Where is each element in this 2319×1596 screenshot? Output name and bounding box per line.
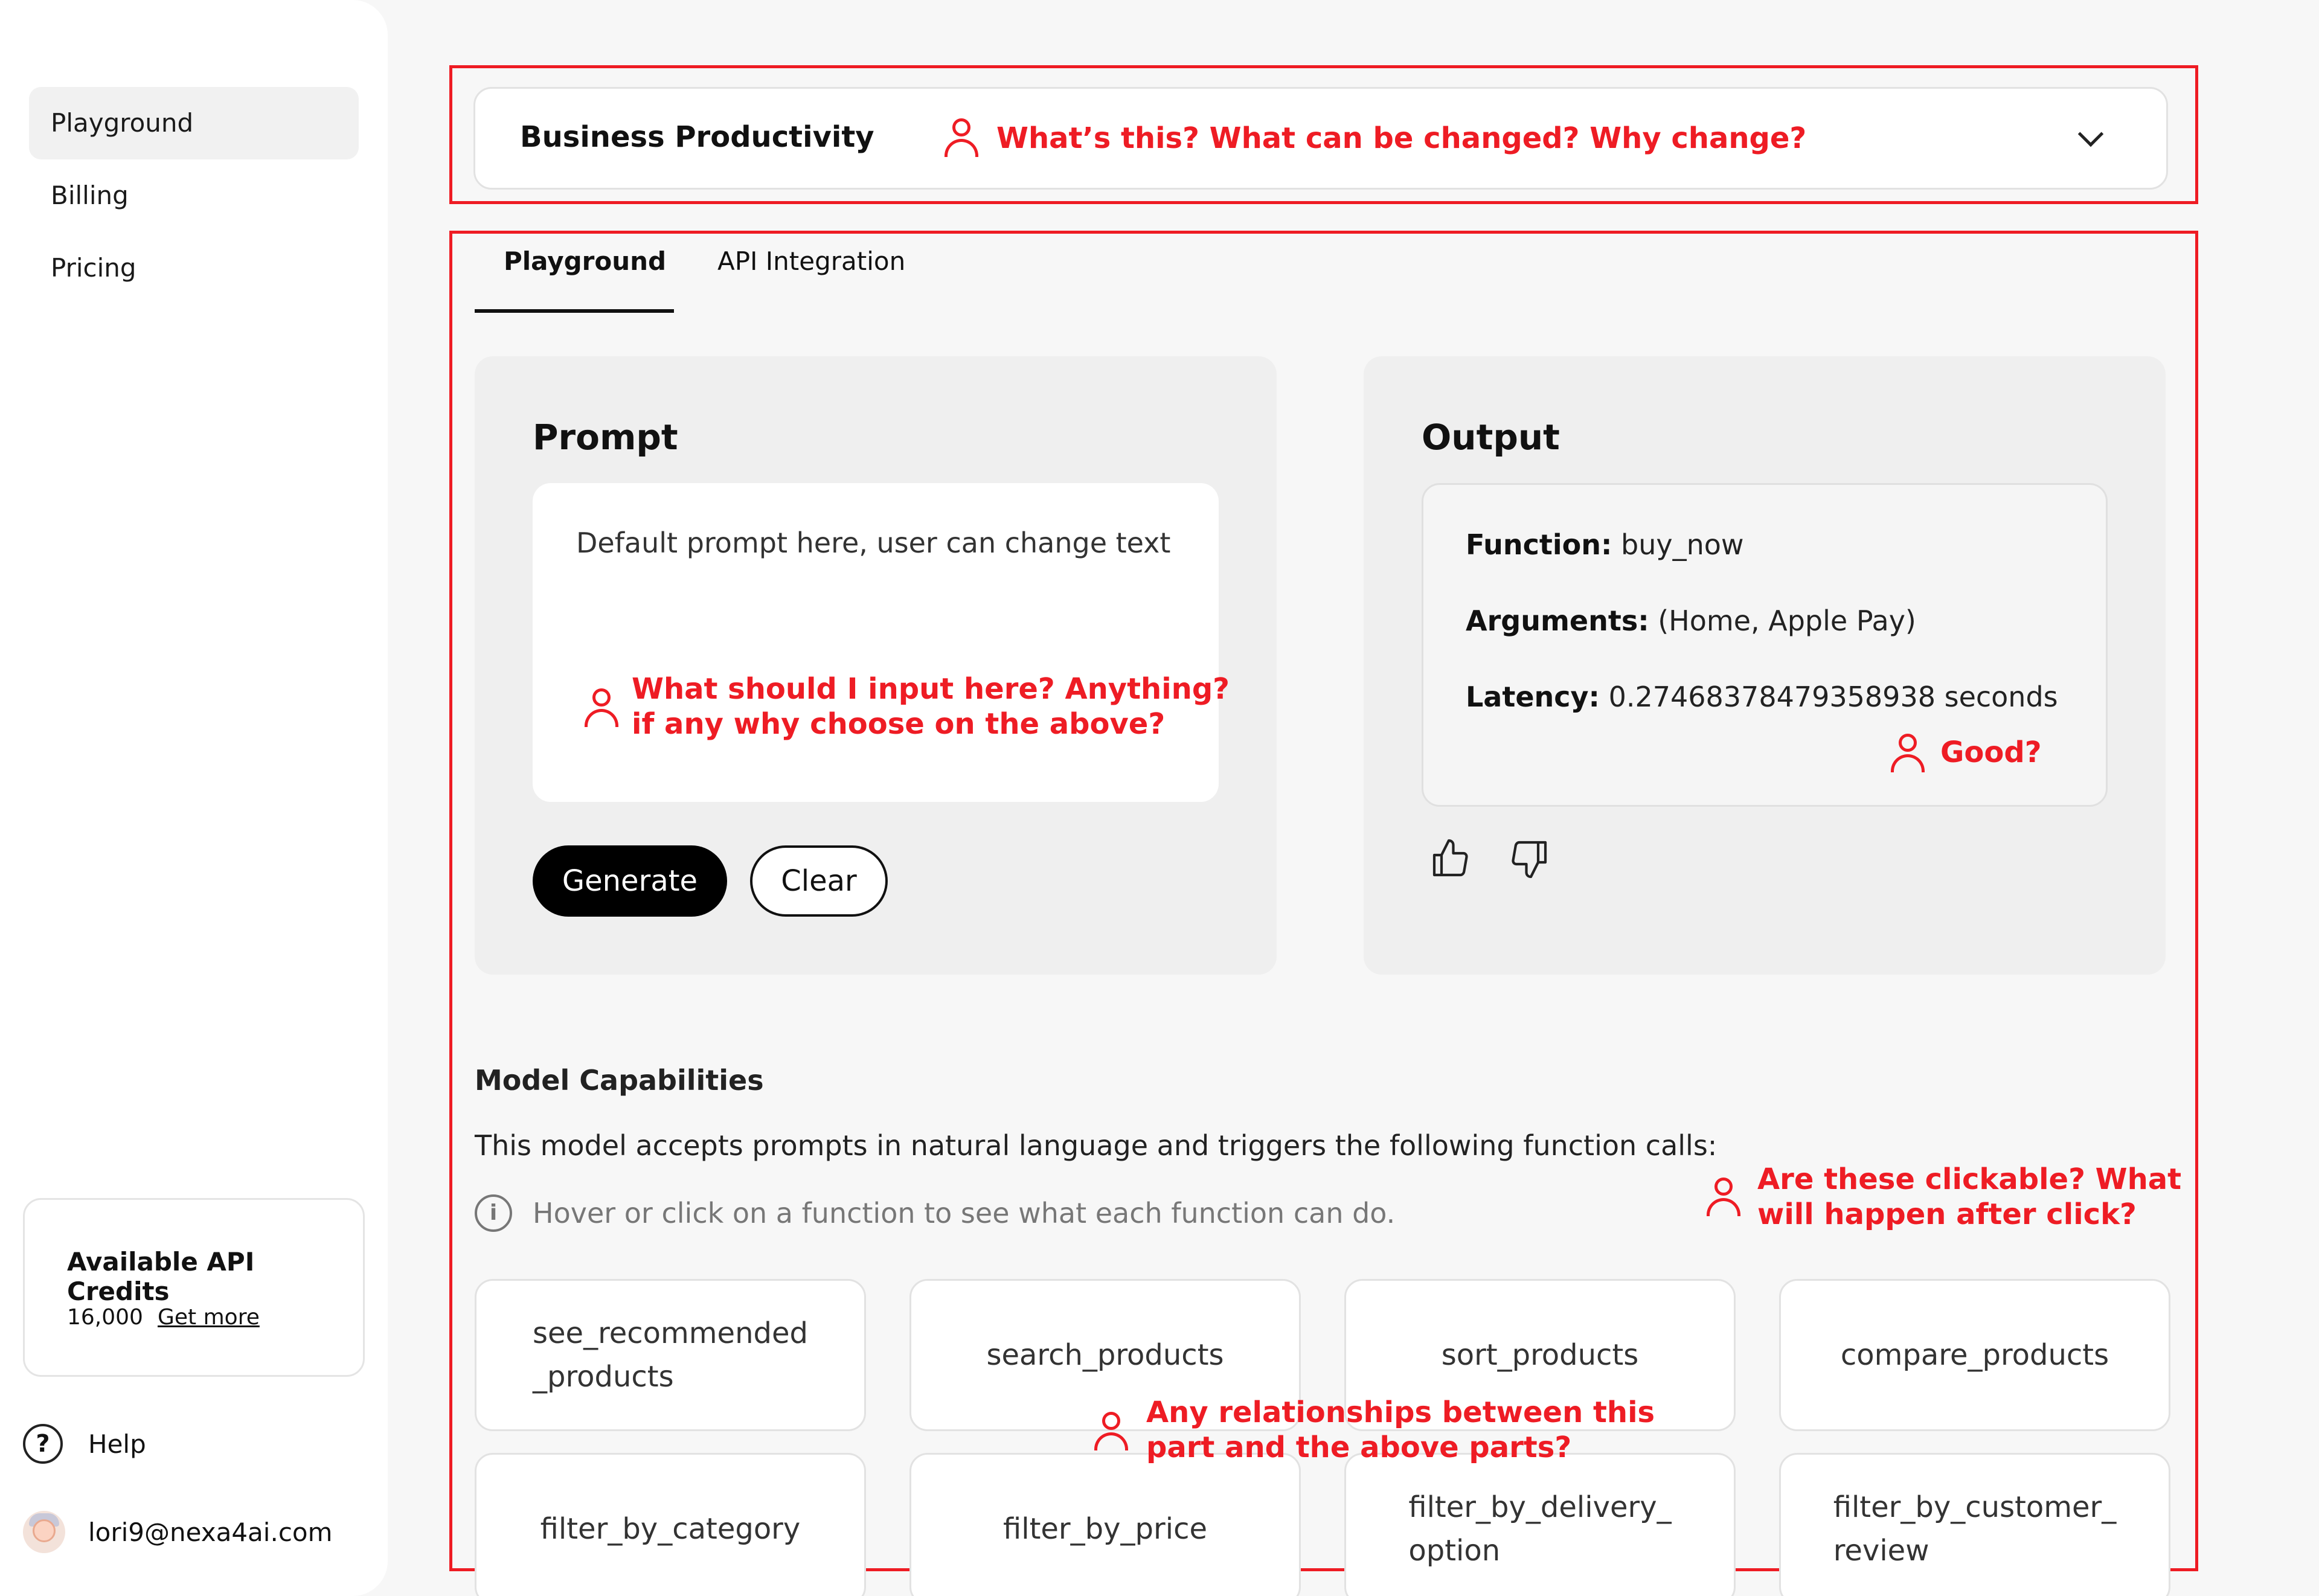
prompt-panel <box>475 356 1277 975</box>
info-icon: i <box>475 1194 512 1232</box>
prompt-title: Prompt <box>533 417 678 458</box>
function-card-search-products[interactable]: search_products <box>909 1279 1301 1431</box>
chevron-down-icon[interactable] <box>2078 121 2103 147</box>
generate-button[interactable]: Generate <box>533 845 727 917</box>
function-card-filter-by-price[interactable]: filter_by_price <box>909 1453 1301 1596</box>
capabilities-description: This model accepts prompts in natural language and triggers the following function calls: <box>475 1129 1718 1162</box>
annotation-prompt-note: What should I input here? Anything? if any why choose on the above? <box>632 672 1230 741</box>
use-case-label: Business Productivity <box>520 120 874 154</box>
clear-button[interactable]: Clear <box>750 845 888 917</box>
credits-title: Available API Credits <box>67 1247 255 1306</box>
user-email: lori9@nexa4ai.com <box>88 1517 333 1547</box>
capabilities-hint <box>475 1193 1395 1233</box>
help-label: Help <box>88 1429 146 1459</box>
help-icon: ? <box>23 1424 63 1464</box>
function-card-filter-by-delivery-option[interactable]: filter_by_delivery_ option <box>1344 1453 1736 1596</box>
sidebar <box>0 0 388 1596</box>
annotation-capabilities-note: Are these clickable? What will happen after click? <box>1757 1162 2182 1231</box>
output-arguments: Arguments: (Home, Apple Pay) <box>1466 604 1916 637</box>
avatar <box>23 1511 65 1553</box>
api-credits-card <box>23 1198 365 1377</box>
sidebar-item-pricing[interactable]: Pricing <box>51 253 136 283</box>
sidebar-item-playground[interactable]: Playground <box>29 87 359 159</box>
prompt-text[interactable]: Default prompt here, user can change text <box>576 527 1171 559</box>
sidebar-item-billing[interactable]: Billing <box>51 181 129 210</box>
user-annotation-icon <box>1705 1178 1742 1217</box>
function-card-compare-products[interactable]: compare_products <box>1779 1279 2170 1431</box>
help-item[interactable] <box>23 1424 146 1464</box>
function-card-sort-products[interactable]: sort_products <box>1344 1279 1736 1431</box>
user-annotation-icon <box>583 688 620 728</box>
capabilities-title: Model Capabilities <box>475 1064 764 1097</box>
output-title: Output <box>1422 417 1560 458</box>
user-annotation-icon <box>1093 1412 1129 1452</box>
output-latency: Latency: 0.27468378479358938 seconds <box>1466 681 2058 713</box>
annotation-relationship-note: Any relationships between this part and the above parts? <box>1146 1396 1655 1464</box>
output-box <box>1422 483 2108 807</box>
credits-amount: 16,000 <box>67 1305 143 1330</box>
prompt-input[interactable] <box>533 483 1230 802</box>
annotation-selector-note: What’s this? What can be changed? Why change? <box>996 121 1807 155</box>
function-card-filter-by-customer-review[interactable]: filter_by_customer_ review <box>1779 1453 2170 1596</box>
function-card-see-recommended-products[interactable]: see_recommended _products <box>475 1279 866 1431</box>
thumbs-down-icon[interactable] <box>1507 837 1551 880</box>
annotation-output-note: Good? <box>1940 736 2042 769</box>
output-panel <box>1364 356 2166 975</box>
user-account[interactable] <box>23 1511 333 1553</box>
thumbs-up-icon[interactable] <box>1429 837 1472 880</box>
hint-text: Hover or click on a function to see what each function can do. <box>533 1197 1396 1229</box>
tab-api-integration[interactable]: API Integration <box>717 246 906 276</box>
tab-playground[interactable]: Playground <box>504 246 667 276</box>
user-annotation-icon <box>1890 734 1926 774</box>
get-more-link[interactable]: Get more <box>158 1305 260 1330</box>
output-function: Function: buy_now <box>1466 528 1744 561</box>
active-tab-indicator <box>475 309 674 313</box>
user-annotation-icon <box>943 118 980 158</box>
function-card-filter-by-category[interactable]: filter_by_category <box>475 1453 866 1596</box>
